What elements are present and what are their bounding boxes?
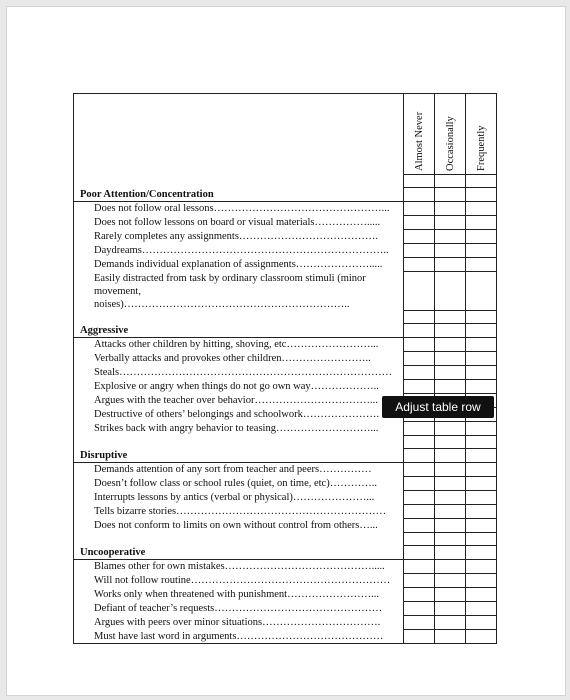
rating-cell[interactable] [404, 533, 435, 546]
rating-cell[interactable] [435, 546, 466, 560]
rating-cell-occasionally[interactable] [435, 272, 466, 311]
behavior-item: Daydreams…………………………………………………………….. [74, 244, 404, 258]
checklist-row[interactable] [74, 602, 497, 616]
checklist-row[interactable] [74, 202, 497, 216]
rating-cell-almost-never[interactable] [404, 602, 435, 616]
section-heading-row [74, 324, 497, 338]
rating-cell-almost-never[interactable] [404, 352, 435, 366]
rating-cell-almost-never[interactable] [404, 422, 435, 436]
behavior-item: Rarely completes any assignments…………………………………. [74, 230, 404, 244]
rating-cell[interactable] [404, 546, 435, 560]
rating-cell-almost-never[interactable] [404, 380, 435, 394]
rating-cell-frequently[interactable] [466, 338, 497, 352]
behavior-item: Does not follow oral lessons…………………………………………... [74, 202, 404, 216]
rating-cell-almost-never[interactable] [404, 477, 435, 491]
rating-cell-frequently[interactable] [466, 230, 497, 244]
rating-cell-almost-never[interactable] [404, 574, 435, 588]
rating-cell-occasionally[interactable] [435, 491, 466, 505]
behavior-item: Tells bizarre stories…………………………………………………… [74, 505, 404, 519]
rating-cell[interactable] [466, 533, 497, 546]
rating-cell[interactable] [466, 436, 497, 449]
rating-cell-frequently[interactable] [466, 422, 497, 436]
checklist-row[interactable] [74, 519, 497, 533]
rating-cell-almost-never[interactable] [404, 244, 435, 258]
rating-cell-frequently[interactable] [466, 560, 497, 574]
table-header-row [74, 94, 497, 175]
behavior-item: Does not follow lessons on board or visual materials……………..... [74, 216, 404, 230]
header-blank-cell [74, 94, 404, 175]
rating-cell-occasionally[interactable] [435, 352, 466, 366]
checklist-row[interactable] [74, 491, 497, 505]
checklist-row[interactable] [74, 272, 497, 311]
rating-cell[interactable] [466, 311, 497, 324]
rating-cell[interactable] [466, 324, 497, 338]
spacer-row [74, 436, 497, 449]
rating-cell-occasionally[interactable] [435, 574, 466, 588]
rating-cell-frequently[interactable] [466, 272, 497, 311]
rating-cell-occasionally[interactable] [435, 602, 466, 616]
column-label: Occasionally [444, 116, 456, 171]
column-header-almost-never[interactable] [404, 94, 435, 175]
rating-cell-occasionally[interactable] [435, 463, 466, 477]
rating-cell[interactable] [435, 311, 466, 324]
rating-cell[interactable] [435, 188, 466, 202]
rating-cell-almost-never[interactable] [404, 630, 435, 644]
behavior-item: Argues with peers over minor situations……………………………. [74, 616, 404, 630]
behavior-item: Destructive of others’ belongings and schoolwork…………………. [74, 408, 404, 422]
rating-cell-frequently[interactable] [466, 519, 497, 533]
rating-cell-occasionally[interactable] [435, 216, 466, 230]
behavior-item: Explosive or angry when things do not go own way……………….. [74, 380, 404, 394]
rating-cell-almost-never[interactable] [404, 616, 435, 630]
checklist-row[interactable] [74, 422, 497, 436]
adjust-table-row-tooltip: Adjust table row [382, 396, 494, 418]
behavior-item: Demands individual explanation of assignments…………………..... [74, 258, 404, 272]
column-header-occasionally[interactable] [435, 94, 466, 175]
rating-cell-almost-never[interactable] [404, 491, 435, 505]
behavior-item: Blames other for own mistakes……………………………………..... [74, 560, 404, 574]
rating-cell-frequently[interactable] [466, 258, 497, 272]
rating-cell-occasionally[interactable] [435, 366, 466, 380]
rating-cell-frequently[interactable] [466, 616, 497, 630]
behavior-item: Easily distracted from task by ordinary classroom stimuli (minor movement, noises)……………………………………………………….. [74, 272, 404, 311]
behavior-item: Must have last word in arguments…………………………………… [74, 630, 404, 644]
checklist-row[interactable] [74, 380, 497, 394]
rating-cell[interactable] [466, 449, 497, 463]
checklist-row[interactable] [74, 560, 497, 574]
rating-cell[interactable] [435, 449, 466, 463]
section-heading-row [74, 449, 497, 463]
spacer-cell [74, 311, 404, 324]
behavior-item: Strikes back with angry behavior to teasing………………………... [74, 422, 404, 436]
checklist-row[interactable] [74, 574, 497, 588]
behavior-item: Defiant of teacher’s requests………………………………………… [74, 602, 404, 616]
section-title: Uncooperative [74, 546, 404, 560]
rating-cell[interactable] [435, 436, 466, 449]
rating-cell-occasionally[interactable] [435, 244, 466, 258]
checklist-row[interactable] [74, 216, 497, 230]
rating-cell-frequently[interactable] [466, 491, 497, 505]
behavior-item: Doesn’t follow class or school rules (quiet, on time, etc)………….. [74, 477, 404, 491]
rating-cell-occasionally[interactable] [435, 380, 466, 394]
rating-cell-frequently[interactable] [466, 588, 497, 602]
behavior-item: Demands attention of any sort from teacher and peers…………… [74, 463, 404, 477]
behavior-checklist-table[interactable] [73, 93, 497, 644]
rating-cell-frequently[interactable] [466, 380, 497, 394]
behavior-item: Verbally attacks and provokes other children…………………….. [74, 352, 404, 366]
behavior-item: Works only when threatened with punishment……………………... [74, 588, 404, 602]
rating-cell-almost-never[interactable] [404, 272, 435, 311]
rating-cell-occasionally[interactable] [435, 560, 466, 574]
rating-cell-frequently[interactable] [466, 366, 497, 380]
behavior-item: Steals…………………………………………………………………… [74, 366, 404, 380]
rating-cell-occasionally[interactable] [435, 477, 466, 491]
rating-cell-almost-never[interactable] [404, 230, 435, 244]
checklist-row[interactable] [74, 630, 497, 644]
spacer-cell [74, 436, 404, 449]
spacer-cell [74, 175, 404, 188]
rating-cell-almost-never[interactable] [404, 519, 435, 533]
rating-cell[interactable] [404, 175, 435, 188]
checklist-row[interactable] [74, 616, 497, 630]
rating-cell-occasionally[interactable] [435, 630, 466, 644]
rating-cell[interactable] [466, 175, 497, 188]
spacer-cell [74, 533, 404, 546]
rating-cell[interactable] [404, 449, 435, 463]
rating-cell-almost-never[interactable] [404, 216, 435, 230]
checklist-row[interactable] [74, 230, 497, 244]
rating-cell[interactable] [435, 175, 466, 188]
rating-cell-frequently[interactable] [466, 216, 497, 230]
checklist-row[interactable] [74, 338, 497, 352]
rating-cell[interactable] [404, 311, 435, 324]
rating-cell-almost-never[interactable] [404, 588, 435, 602]
rating-cell-occasionally[interactable] [435, 338, 466, 352]
column-label: Frequently [475, 125, 487, 171]
rating-cell-almost-never[interactable] [404, 258, 435, 272]
rating-cell-almost-never[interactable] [404, 366, 435, 380]
behavior-item: Does not conform to limits on own without control from others…... [74, 519, 404, 533]
rating-cell-frequently[interactable] [466, 352, 497, 366]
rating-cell-frequently[interactable] [466, 463, 497, 477]
spacer-row [74, 533, 497, 546]
behavior-item: Attacks other children by hitting, shoving, etc……………………... [74, 338, 404, 352]
rating-cell-almost-never[interactable] [404, 202, 435, 216]
spacer-row [74, 311, 497, 324]
rating-cell-frequently[interactable] [466, 630, 497, 644]
rating-cell-occasionally[interactable] [435, 202, 466, 216]
rating-cell-almost-never[interactable] [404, 463, 435, 477]
rating-cell-frequently[interactable] [466, 602, 497, 616]
rating-cell-occasionally[interactable] [435, 519, 466, 533]
rating-cell-occasionally[interactable] [435, 258, 466, 272]
rating-cell-frequently[interactable] [466, 574, 497, 588]
rating-cell-occasionally[interactable] [435, 422, 466, 436]
rating-cell-occasionally[interactable] [435, 230, 466, 244]
rating-cell[interactable] [404, 324, 435, 338]
column-header-frequently[interactable] [466, 94, 497, 175]
checklist-row[interactable] [74, 352, 497, 366]
checklist-row[interactable] [74, 366, 497, 380]
behavior-item: Argues with the teacher over behavior……………………………... [74, 394, 404, 408]
rating-cell[interactable] [435, 324, 466, 338]
rating-cell[interactable] [404, 188, 435, 202]
rating-cell-almost-never[interactable] [404, 560, 435, 574]
section-title: Aggressive [74, 324, 404, 338]
column-label: Almost Never [413, 111, 425, 171]
rating-cell-frequently[interactable] [466, 477, 497, 491]
behavior-item: Will not follow routine………………………………………………… [74, 574, 404, 588]
checklist-row[interactable] [74, 244, 497, 258]
rating-cell-occasionally[interactable] [435, 616, 466, 630]
rating-cell[interactable] [404, 436, 435, 449]
checklist-row[interactable] [74, 505, 497, 519]
checklist-row[interactable] [74, 477, 497, 491]
spacer-row [74, 175, 497, 188]
section-heading-row [74, 546, 497, 560]
rating-cell[interactable] [435, 533, 466, 546]
rating-cell[interactable] [466, 546, 497, 560]
checklist-row[interactable] [74, 463, 497, 477]
section-title: Disruptive [74, 449, 404, 463]
rating-cell-almost-never[interactable] [404, 505, 435, 519]
behavior-item: Interrupts lessons by antics (verbal or physical)…………………... [74, 491, 404, 505]
section-heading-row [74, 188, 497, 202]
section-title: Poor Attention/Concentration [74, 188, 404, 202]
rating-cell-frequently[interactable] [466, 244, 497, 258]
rating-cell-almost-never[interactable] [404, 338, 435, 352]
rating-cell-frequently[interactable] [466, 202, 497, 216]
rating-cell[interactable] [466, 188, 497, 202]
rating-cell-occasionally[interactable] [435, 588, 466, 602]
checklist-row[interactable] [74, 588, 497, 602]
rating-cell-frequently[interactable] [466, 505, 497, 519]
rating-cell-occasionally[interactable] [435, 505, 466, 519]
checklist-row[interactable] [74, 258, 497, 272]
